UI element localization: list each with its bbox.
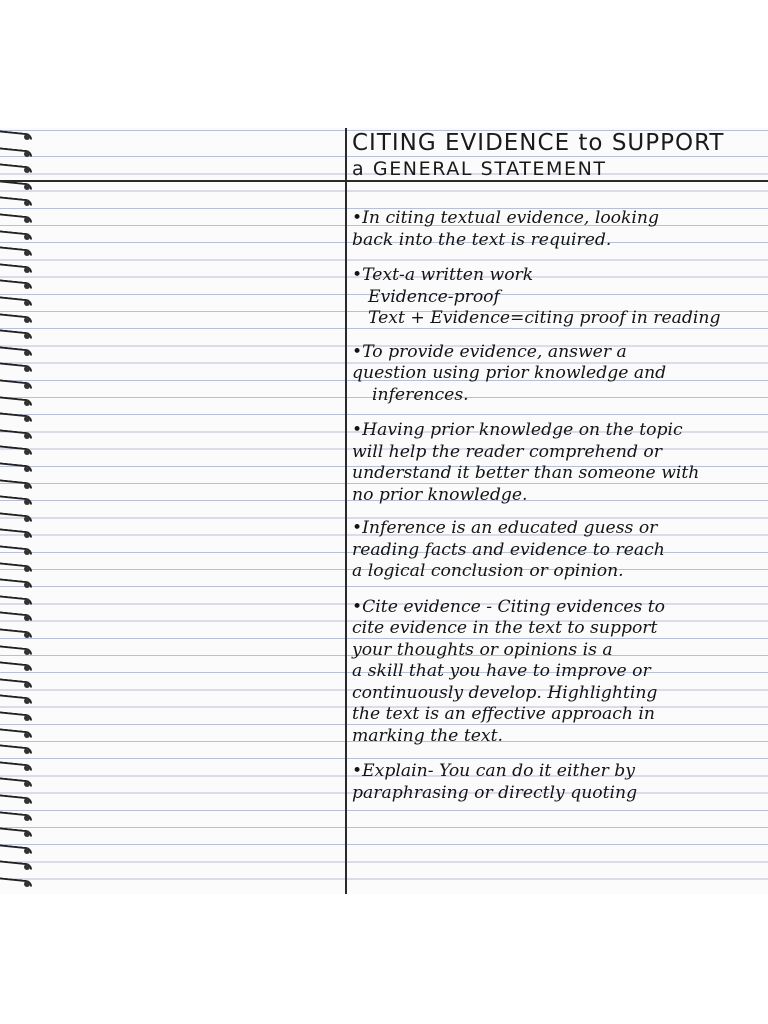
spiral-hole — [24, 815, 30, 821]
spiral-hole — [24, 400, 30, 406]
notes-column — [352, 208, 764, 804]
spiral-hole — [24, 549, 30, 555]
spiral-hole — [24, 283, 30, 289]
note-line: a skill that you have to improve or — [352, 661, 651, 681]
note-item — [352, 761, 764, 804]
page-title — [352, 128, 762, 180]
spiral-hole — [24, 267, 30, 273]
spiral-hole — [24, 350, 30, 356]
spiral-hole — [24, 317, 30, 323]
note-line: understand it better than someone with — [352, 463, 700, 483]
note-line: cite evidence in the text to support — [352, 618, 658, 638]
note-item — [352, 265, 764, 330]
spiral-hole — [24, 599, 30, 605]
spiral-hole — [24, 134, 30, 140]
spiral-hole — [24, 449, 30, 455]
note-line: no prior knowledge. — [352, 484, 528, 505]
spiral-hole — [24, 433, 30, 439]
spiral-hole — [24, 566, 30, 572]
spiral-hole — [24, 234, 30, 240]
spiral-hole — [24, 698, 30, 704]
spiral-hole — [24, 151, 30, 157]
note-line: •In citing textual evidence, looking — [352, 208, 659, 228]
note-item — [352, 518, 764, 583]
spiral-hole — [24, 366, 30, 372]
note-item — [352, 208, 764, 251]
note-line: paraphrasing or directly quoting — [352, 782, 638, 803]
note-line: marking the text. — [352, 725, 503, 746]
note-line: •Having prior knowledge on the topic — [352, 420, 683, 440]
spiral-hole — [24, 532, 30, 538]
spiral-hole — [24, 632, 30, 638]
note-line: •Cite evidence - Citing evidences to — [352, 596, 666, 617]
note-line: a logical conclusion or opinion. — [352, 561, 624, 581]
note-line: will help the reader comprehend or — [352, 441, 662, 462]
spiral-hole — [24, 483, 30, 489]
title-line-1: CITING EVIDENCE to SUPPORT — [352, 130, 725, 156]
spiral-hole — [24, 732, 30, 738]
spiral-hole — [24, 781, 30, 787]
spiral-hole — [24, 383, 30, 389]
spiral-hole — [24, 765, 30, 771]
note-line: •Explain- You can do it either by — [352, 761, 635, 781]
header-rule — [0, 180, 768, 182]
spiral-hole — [24, 184, 30, 190]
spiral-hole — [24, 864, 30, 870]
spiral-binding — [0, 128, 40, 894]
spiral-hole — [24, 649, 30, 655]
title-line-2: a GENERAL STATEMENT — [352, 158, 607, 180]
spiral-hole — [24, 715, 30, 721]
spiral-hole — [24, 200, 30, 206]
note-line: continuously develop. Highlighting — [352, 682, 658, 703]
note-item — [352, 420, 764, 506]
spiral-hole — [24, 881, 30, 887]
note-line: Text + Evidence=citing proof in reading — [368, 308, 721, 328]
note-item — [352, 342, 764, 407]
note-line: back into the text is required. — [352, 229, 612, 250]
spiral-hole — [24, 798, 30, 804]
note-line: •To provide evidence, answer a — [352, 341, 627, 362]
spiral-hole — [24, 615, 30, 621]
note-line: question using prior knowledge and — [352, 363, 667, 383]
note-line: Evidence-proof — [368, 286, 500, 307]
note-line: your thoughts or opinions is a — [352, 639, 613, 660]
note-line: reading facts and evidence to reach — [352, 539, 665, 560]
note-line: •Text-a written work — [352, 265, 534, 285]
spiral-hole — [24, 300, 30, 306]
note-line: inferences. — [372, 384, 469, 405]
note-line: the text is an effective approach in — [352, 704, 655, 724]
note-line: •Inference is an educated guess or — [352, 518, 658, 538]
spiral-hole — [24, 516, 30, 522]
notebook-page — [0, 128, 768, 894]
note-item — [352, 597, 764, 748]
spiral-hole — [24, 466, 30, 472]
spiral-hole — [24, 682, 30, 688]
margin-line — [345, 128, 347, 894]
spiral-hole — [24, 217, 30, 223]
spiral-hole — [24, 848, 30, 854]
